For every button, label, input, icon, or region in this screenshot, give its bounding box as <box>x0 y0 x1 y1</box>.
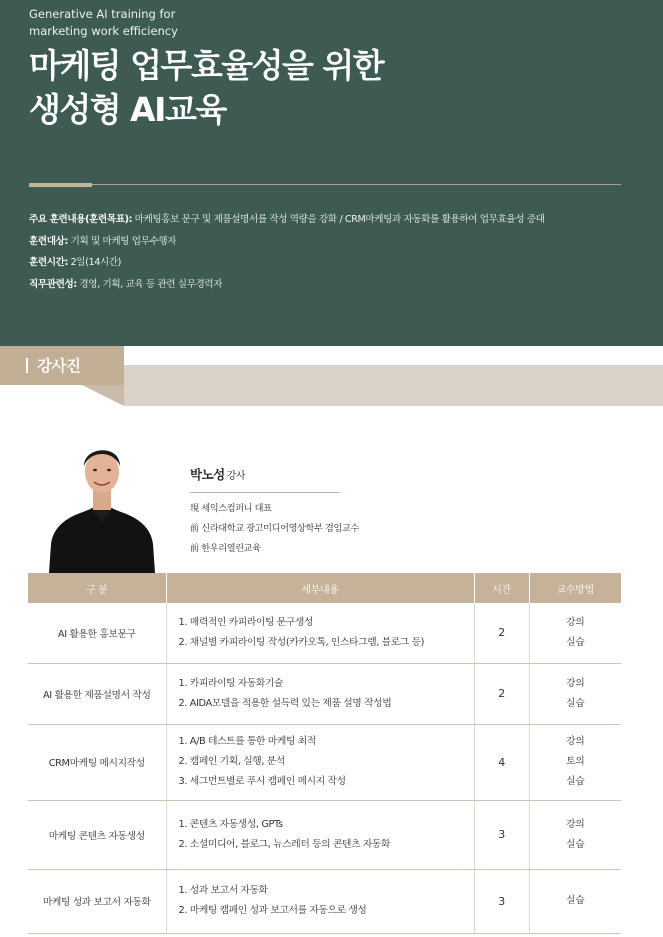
header-category: 구 분 <box>28 573 166 603</box>
section-title <box>26 354 80 376</box>
method-item: 실습 <box>566 636 585 648</box>
hero-divider-accent <box>29 183 92 187</box>
info-label: 훈련대상: <box>29 235 68 247</box>
info-label: 훈련시간: <box>29 257 68 268</box>
method-item: 실습 <box>566 895 585 906</box>
info-row-hours <box>29 252 639 274</box>
table-row <box>28 724 621 800</box>
instructor-title: 강사 <box>226 471 246 482</box>
table-row <box>28 869 621 933</box>
row-hours: 3 <box>474 869 529 933</box>
header-method: 교수방법 <box>529 573 621 603</box>
row-category: CRM마케팅 메시지작성 <box>28 724 166 800</box>
row-details <box>166 724 474 800</box>
detail-item: 3. 세그먼트별로 푸시 캠페인 메시지 작성 <box>178 776 346 787</box>
row-details <box>166 663 474 724</box>
row-hours: 4 <box>474 724 529 800</box>
hero-divider <box>29 184 621 185</box>
section-title-text: 강사진 <box>37 357 81 375</box>
info-value: 마케팅홍보 문구 및 제품설명서를 작성 역량을 강화 / CRM마케팅과 자동화를 활용하여 업무효율성 증대 <box>132 214 545 225</box>
row-method <box>529 724 621 800</box>
detail-item: 1. 성과 보고서 자동화 <box>178 885 268 896</box>
info-row-relevance <box>29 274 639 296</box>
career-item: 前 한우리열린교육 <box>190 543 261 554</box>
course-info <box>29 209 639 295</box>
table-row <box>28 800 621 869</box>
page-title <box>29 44 383 132</box>
section-band-fold <box>82 385 124 406</box>
row-details <box>166 869 474 933</box>
row-hours: 3 <box>474 800 529 869</box>
info-value: 경영, 기획, 교육 등 관련 실무경력자 <box>76 278 223 290</box>
row-method <box>529 800 621 869</box>
detail-item: 2. 채널별 카피라이팅 작성(카카오톡, 인스타그램, 블로그 등) <box>178 636 425 648</box>
row-category: 마케팅 성과 보고서 자동화 <box>28 869 166 933</box>
instructor-divider <box>190 492 340 493</box>
row-hours: 2 <box>474 663 529 724</box>
table-header-row <box>28 573 621 603</box>
header-hours: 시간 <box>474 573 529 603</box>
method-item: 실습 <box>566 697 585 709</box>
instructor-portrait-icon <box>47 432 157 573</box>
row-details <box>166 603 474 663</box>
page-title-line2: 생성형 AI교육 <box>29 90 226 129</box>
method-item: 강의 <box>566 677 585 689</box>
method-item: 강의 <box>566 818 585 830</box>
row-category: 마케팅 콘텐츠 자동생성 <box>28 800 166 869</box>
method-item: 강의 <box>566 736 585 747</box>
detail-item: 2. 소셜미디어, 블로그, 뉴스레터 등의 콘텐츠 자동화 <box>178 838 391 850</box>
detail-item: 1. A/B 테스트를 통한 마케팅 최적 <box>178 736 316 747</box>
method-item: 실습 <box>566 838 585 850</box>
info-value: 2일(14시간) <box>67 257 121 268</box>
info-value: 기획 및 마케팅 업무수행자 <box>67 235 177 247</box>
row-method <box>529 869 621 933</box>
method-item: 토의 <box>566 756 585 767</box>
detail-item: 1. 콘텐츠 자동생성, GPTs <box>178 818 283 830</box>
career-item: 現 세익스컴퍼니 대표 <box>190 503 272 514</box>
table-row <box>28 663 621 724</box>
row-method <box>529 663 621 724</box>
row-hours: 2 <box>474 603 529 663</box>
section-band <box>0 346 663 406</box>
method-item: 강의 <box>566 616 585 628</box>
instructor-name <box>190 465 390 483</box>
header-details: 세부내용 <box>166 573 474 603</box>
detail-item: 1. 매력적인 카피라이팅 문구생성 <box>178 616 314 628</box>
detail-item: 2. 마케팅 캠페인 성과 보고서를 자동으로 생성 <box>178 905 367 916</box>
detail-item: 2. AIDA모델을 적용한 설득력 있는 제품 설명 작성법 <box>178 697 392 709</box>
instructor-info <box>190 465 390 559</box>
info-row-goal <box>29 209 639 231</box>
hero-subtitle-line1: Generative AI training for <box>29 7 176 21</box>
section-title-bar <box>26 358 28 373</box>
detail-item: 2. 캠페인 기획, 실행, 분석 <box>178 756 285 767</box>
section-band-strip <box>124 365 663 406</box>
hero-subtitle-en <box>29 6 178 40</box>
section-tab <box>0 346 124 385</box>
instructor-name-text: 박노성 <box>190 467 225 482</box>
career-item: 前 신라대학교 광고미디어영상학부 겸임교수 <box>190 523 359 534</box>
info-label: 주요 훈련내용(훈련목표): <box>29 214 133 225</box>
method-item: 실습 <box>566 776 585 787</box>
row-category: AI 활용한 제품설명서 작성 <box>28 663 166 724</box>
table-row <box>28 603 621 663</box>
row-method <box>529 603 621 663</box>
instructor-photo <box>47 432 157 573</box>
page-title-line1: 마케팅 업무효율성을 위한 <box>29 46 384 85</box>
info-label: 직무관련성: <box>29 278 77 290</box>
row-details <box>166 800 474 869</box>
detail-item: 1. 카피라이팅 자동화기술 <box>178 677 284 689</box>
hero-banner <box>0 0 663 346</box>
curriculum-table <box>28 573 621 934</box>
info-row-target <box>29 231 639 253</box>
hero-subtitle-line2: marketing work efficiency <box>29 24 178 38</box>
row-category: AI 활용한 홍보문구 <box>28 603 166 663</box>
